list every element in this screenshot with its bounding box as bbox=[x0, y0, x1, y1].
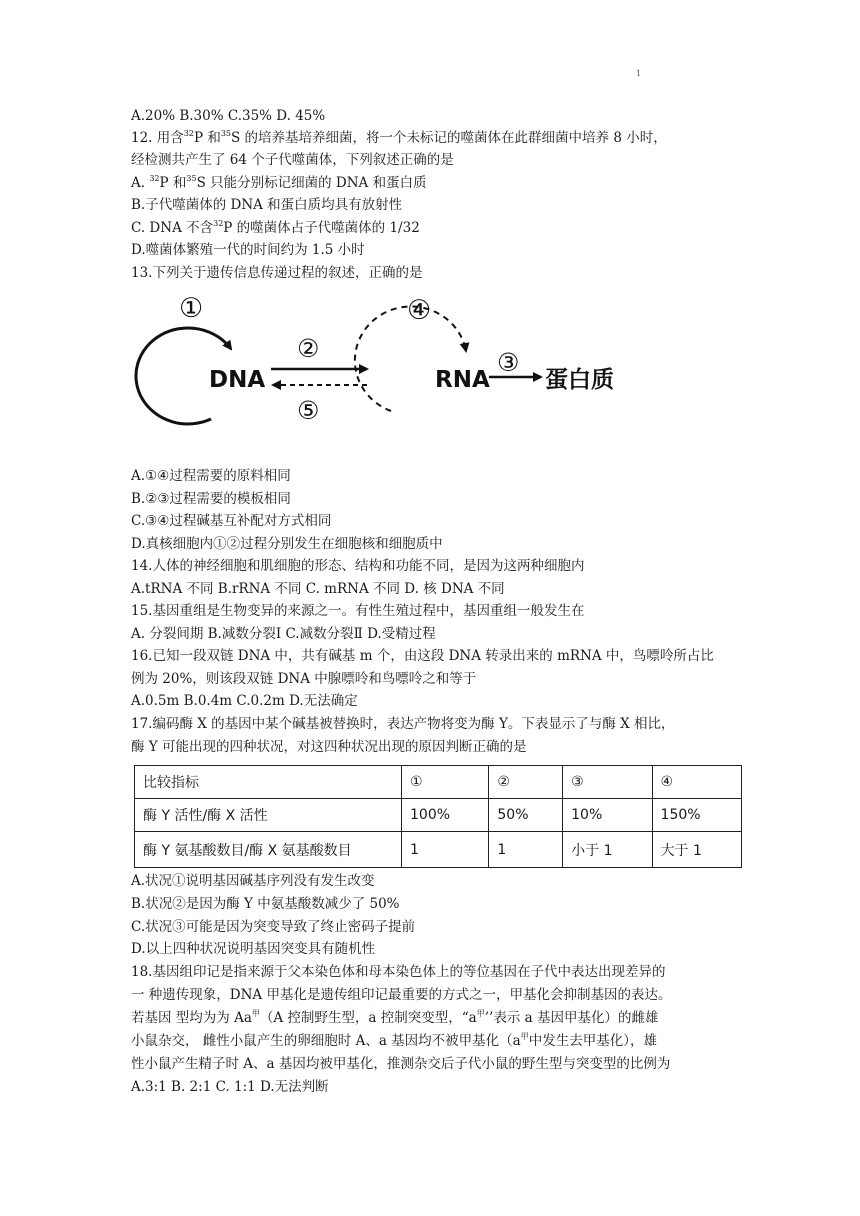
table-cell: 小于 1 bbox=[563, 832, 652, 868]
table-header-cell: ① bbox=[402, 766, 489, 799]
q18-stem-line2: 一 种遗传现象，DNA 甲基化是遗传组印记最重要的方式之一，甲基化会抑制基因的表达。 bbox=[131, 987, 672, 1003]
q17-option-b: B.状况②是因为酶 Y 中氨基酸数减少了 50% bbox=[131, 896, 400, 912]
q13-option-a: A.①④过程需要的原料相同 bbox=[131, 468, 291, 484]
q12-stem-line2: 经检测共产生了 64 个子代噬菌体，下列叙述正确的是 bbox=[131, 152, 454, 168]
q13-option-b: B.②③过程需要的模板相同 bbox=[131, 491, 291, 507]
q18-stem-line1: 18.基因组印记是指来源于父本染色体和母本染色体上的等位基因在子代中表达出现差异的 bbox=[131, 964, 666, 980]
q17-option-d: D.以上四种状况说明基因突变具有随机性 bbox=[131, 941, 376, 957]
label-1: ① bbox=[179, 293, 204, 324]
table-row bbox=[135, 799, 742, 832]
q15-options: A. 分裂间期 B.减数分裂Ⅰ C.减数分裂Ⅱ D.受精过程 bbox=[131, 626, 436, 642]
q13-option-d: D.真核细胞内①②过程分别发生在细胞核和细胞质中 bbox=[131, 536, 443, 552]
q17-stem-line2: 酶 Y 可能出现的四种状况，对这四种状况出现的原因判断正确的是 bbox=[131, 739, 527, 755]
q12-stem-line1: 12. 用含$^{32}$P 和$^{35}$S 的培养基培养细菌，将一个未标记的噬菌体在此群细菌中培养 8 小时， bbox=[131, 129, 667, 146]
q13-stem: 13.下列关于遗传信息传递过程的叙述，正确的是 bbox=[131, 265, 423, 281]
table-header-row bbox=[135, 766, 742, 799]
label-2: ② bbox=[297, 334, 320, 363]
q12-option-b: B.子代噬菌体的 DNA 和蛋白质均具有放射性 bbox=[131, 197, 403, 213]
genetic-information-flow-diagram bbox=[131, 289, 651, 439]
protein-label: 蛋白质 bbox=[545, 367, 614, 393]
q12-option-a: A. $^{32}$P 和$^{35}$S 只能分别标记细菌的 DNA 和蛋白质 bbox=[131, 174, 427, 191]
q16-stem-line1: 16.已知一段双链 DNA 中，共有碱基 m 个，由这段 DNA 转录出来的 mRNA 中，鸟嘌呤所占比 bbox=[131, 648, 714, 664]
q14-options: A.tRNA 不同 B.rRNA 不同 C. mRNA 不同 D. 核 DNA 不同 bbox=[131, 581, 505, 597]
table-header-cell: ④ bbox=[652, 766, 741, 799]
table-cell: 50% bbox=[489, 799, 563, 832]
q17-option-a: A.状况①说明基因碱基序列没有发生改变 bbox=[131, 873, 375, 889]
label-4: ④ bbox=[407, 295, 432, 326]
table-cell: 1 bbox=[489, 832, 563, 868]
q17-option-c: C.状况③可能是因为突变导致了终止密码子提前 bbox=[131, 919, 416, 935]
label-3: ③ bbox=[497, 348, 520, 377]
q18-stem-line4: 小鼠杂交， 雌性小鼠产生的卵细胞时 A、a 基因均不被甲基化（$a^甲$中发生去甲基化），雄 bbox=[131, 1032, 657, 1049]
table-row bbox=[135, 832, 742, 868]
q18-stem-line3: 若基因 型均为为 $Aa^甲(A$ 控制野生型，a 控制突变型，“$a^甲$’’表示 a 基因甲基化）的雌雄 bbox=[131, 1009, 659, 1026]
table-cell: 酶 Y 氨基酸数目/酶 X 氨基酸数目 bbox=[135, 832, 402, 868]
q11-options: A.20% B.30% C.35% D. 45% bbox=[131, 108, 326, 124]
q16-stem-line2: 例为 20%，则该段双链 DNA 中腺嘌呤和鸟嘌呤之和等于 bbox=[131, 671, 477, 687]
q14-stem: 14.人体的神经细胞和肌细胞的形态、结构和功能不同，是因为这两种细胞内 bbox=[131, 558, 585, 574]
table-cell: 100% bbox=[402, 799, 489, 832]
table-cell: 酶 Y 活性/酶 X 活性 bbox=[135, 799, 402, 832]
label-5: ⑤ bbox=[297, 396, 320, 425]
table-header-cell: 比较指标 bbox=[135, 766, 402, 799]
enzyme-comparison-table bbox=[134, 765, 742, 868]
q16-options: A.0.5m B.0.4m C.0.2m D.无法确定 bbox=[131, 693, 358, 709]
q17-stem-line1: 17.编码酶 X 的基因中某个碱基被替换时，表达产物将变为酶 Y。下表显示了与酶 X 相比， bbox=[131, 716, 675, 732]
q13-option-c: C.③④过程碱基互补配对方式相同 bbox=[131, 513, 332, 529]
rna-label: RNA bbox=[435, 367, 490, 393]
table-header-cell: ③ bbox=[563, 766, 652, 799]
q18-options: A.3:1 B. 2:1 C. 1:1 D.无法判断 bbox=[131, 1079, 329, 1095]
q15-stem: 15.基因重组是生物变异的来源之一。有性生殖过程中，基因重组一般发生在 bbox=[131, 603, 585, 619]
page-mark: 1 bbox=[636, 69, 642, 78]
table-cell: 150% bbox=[652, 799, 741, 832]
q18-stem-line5: 性小鼠产生精子时 A、a 基因均被甲基化，推测杂交后子代小鼠的野生型与突变型的比例为 bbox=[131, 1056, 671, 1072]
table-cell: 10% bbox=[563, 799, 652, 832]
dna-label: DNA bbox=[209, 367, 266, 393]
table-header-cell: ② bbox=[489, 766, 563, 799]
q12-option-d: D.噬菌体繁殖一代的时间约为 1.5 小时 bbox=[131, 242, 365, 258]
q12-option-c: C. DNA 不含$^{32}$P 的噬菌体占子代噬菌体的 1/32 bbox=[131, 219, 420, 236]
table-cell: 大于 1 bbox=[652, 832, 741, 868]
table-cell: 1 bbox=[402, 832, 489, 868]
